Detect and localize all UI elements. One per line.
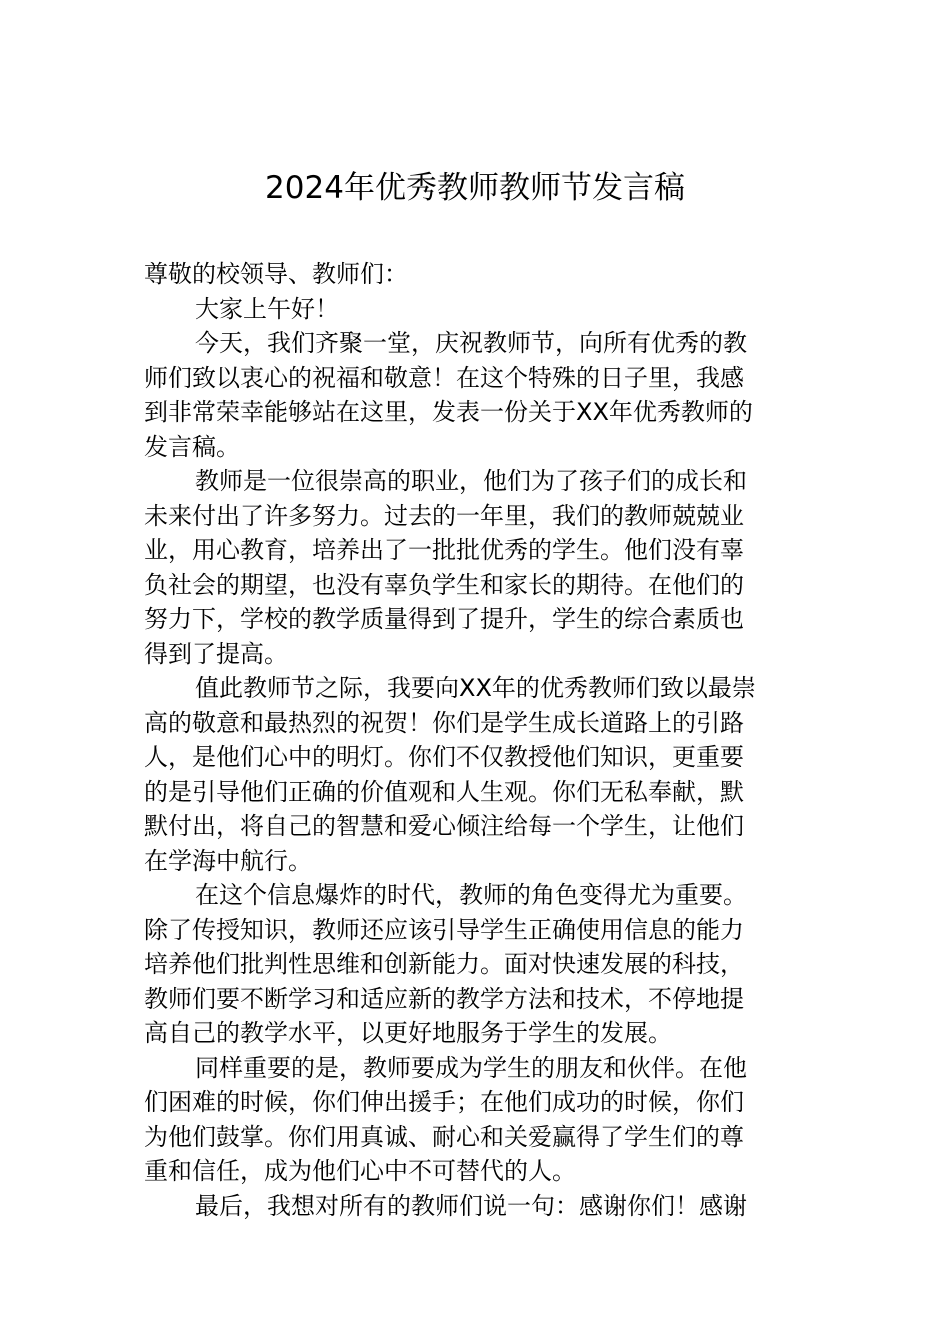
paragraph-line: 教师们要不断学习和适应新的教学方法和技术，不停地提 — [144, 984, 744, 1013]
paragraph-line: 值此教师节之际，我要向XX年的优秀教师们致以最崇 — [195, 674, 756, 702]
paragraph-line: 为他们鼓掌。你们用真诚、耐心和关爱赢得了学生们的尊 — [144, 1122, 744, 1151]
paragraph-line: 努力下，学校的教学质量得到了提升，学生的综合素质也 — [144, 605, 744, 633]
paragraph-line: 高自己的教学水平，以更好地服务于学生的发展。 — [144, 1019, 672, 1047]
paragraph-line: 默付出，将自己的智慧和爱心倾注给每一个学生，让他们 — [144, 812, 744, 840]
paragraph-line: 们困难的时候，你们伸出援手；在他们成功的时候，你们 — [144, 1088, 744, 1116]
paragraph-line: 到非常荣幸能够站在这里，发表一份关于XX年优秀教师的 — [144, 398, 753, 426]
salutation-line: 尊敬的校领导、教师们： — [144, 260, 408, 288]
paragraph-line: 今天，我们齐聚一堂，庆祝教师节，向所有优秀的教 — [195, 329, 747, 357]
paragraph-line: 除了传授知识，教师还应该引导学生正确使用信息的能力 — [144, 915, 744, 944]
paragraph-line: 最后，我想对所有的教师们说一句：感谢你们！感谢 — [195, 1191, 747, 1220]
paragraph-line: 负社会的期望，也没有辜负学生和家长的期待。在他们的 — [144, 570, 744, 599]
paragraph-line: 高的敬意和最热烈的祝贺！你们是学生成长道路上的引路 — [144, 708, 744, 737]
paragraph-line: 同样重要的是，教师要成为学生的朋友和伙伴。在他 — [195, 1053, 747, 1082]
greeting-line: 大家上午好！ — [195, 294, 339, 323]
paragraph-line: 未来付出了许多努力。过去的一年里，我们的教师兢兢业 — [144, 501, 744, 530]
paragraph-line: 重和信任，成为他们心中不可替代的人。 — [144, 1157, 576, 1185]
paragraph-line: 的是引导他们正确的价值观和人生观。你们无私奉献，默 — [144, 777, 744, 806]
paragraph-line: 师们致以衷心的祝福和敬意！在这个特殊的日子里，我感 — [144, 363, 744, 392]
paragraph-line: 人，是他们心中的明灯。你们不仅教授他们知识，更重要 — [144, 743, 744, 771]
paragraph-line: 得到了提高。 — [144, 639, 288, 668]
paragraph-line: 业，用心教育，培养出了一批批优秀的学生。他们没有辜 — [144, 536, 744, 564]
paragraph-line: 在学海中航行。 — [144, 846, 312, 875]
paragraph-line: 培养他们批判性思维和创新能力。面对快速发展的科技， — [144, 950, 744, 978]
paragraph-line: 教师是一位很崇高的职业，他们为了孩子们的成长和 — [195, 467, 747, 495]
document-title: 2024年优秀教师教师节发言稿 — [265, 170, 685, 206]
paragraph-line: 在这个信息爆炸的时代，教师的角色变得尤为重要。 — [195, 881, 747, 909]
paragraph-line: 发言稿。 — [144, 432, 240, 461]
document-body — [144, 257, 808, 1223]
